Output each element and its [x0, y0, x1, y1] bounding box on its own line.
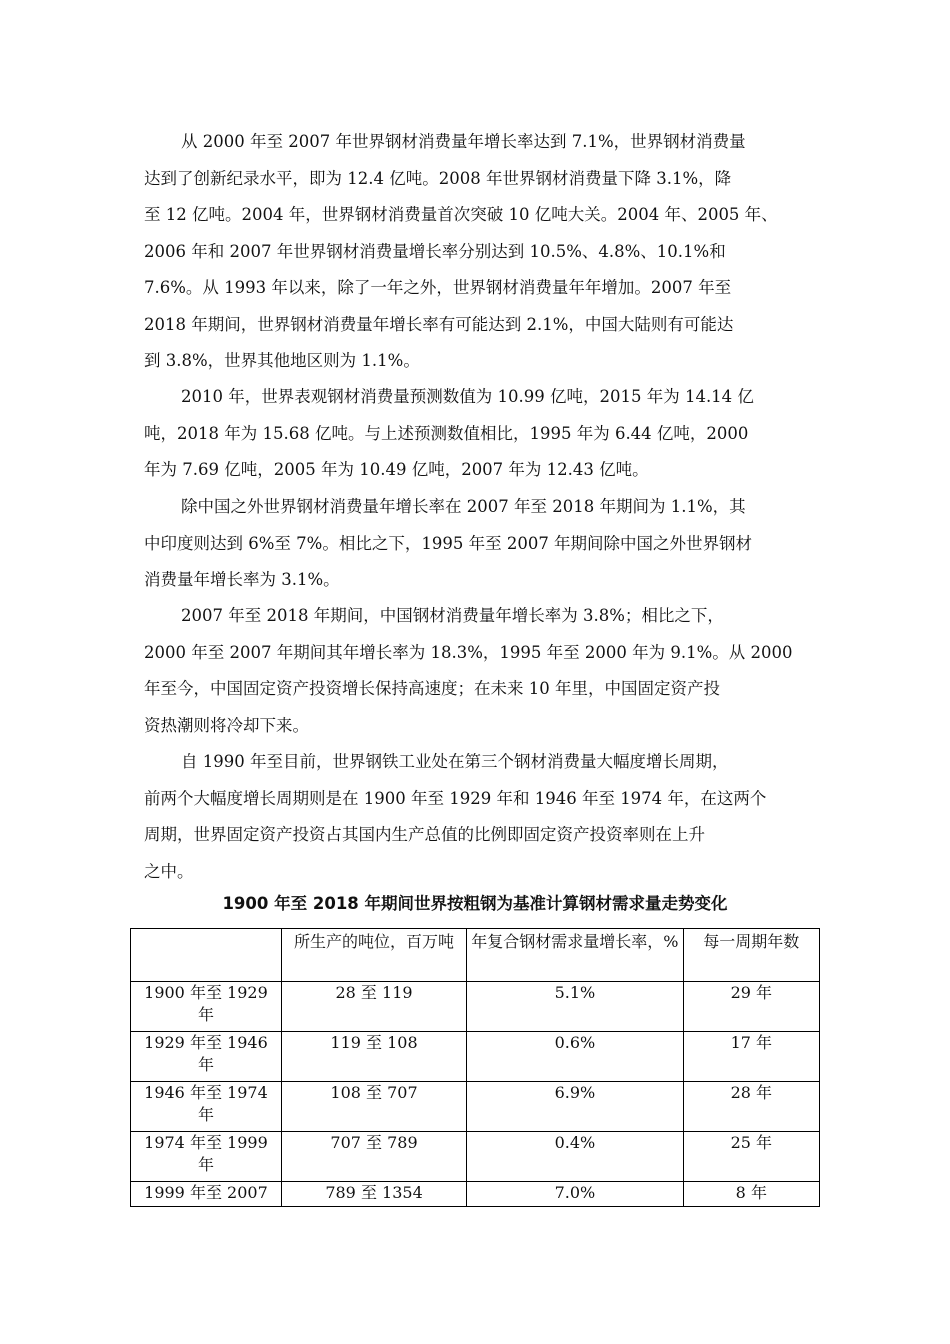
cycle-years-cell: 17 年	[683, 1032, 819, 1082]
tonnage-cell: 119 至 108	[281, 1032, 466, 1082]
text-line: 7.6%。从 1993 年以来，除了一年之外，世界钢材消费量年年增加。2007 年至	[144, 278, 732, 297]
text-line: 资热潮则将冷却下来。	[144, 715, 309, 735]
text-line: 2007 年至 2018 年期间，中国钢材消费量年增长率为 3.8%；相比之下，	[181, 606, 724, 625]
text-line: 年至今，中国固定资产投资增长保持高速度；在未来 10 年里，中国固定资产投	[144, 679, 720, 698]
text-line: 周期，世界固定资产投资占其国内生产总值的比例即固定资产投资率则在上升	[144, 825, 705, 844]
table-row	[131, 1182, 820, 1207]
cycle-years-cell: 25 年	[683, 1132, 819, 1182]
steel-demand-table	[130, 928, 820, 1207]
text-line: 除中国之外世界钢材消费量年增长率在 2007 年至 2018 年期间为 1.1%，其	[181, 497, 746, 516]
period-cell: 1974 年至 1999 年	[131, 1132, 282, 1182]
growth-rate-cell: 7.0%	[467, 1182, 683, 1207]
text-line: 自 1990 年至目前，世界钢铁工业处在第三个钢材消费量大幅度增长周期，	[181, 752, 729, 771]
period-cell: 1946 年至 1974 年	[131, 1082, 282, 1132]
table-header-row	[131, 929, 820, 982]
paragraph-5	[144, 744, 812, 890]
text-line: 年为 7.69 亿吨，2005 年为 10.49 亿吨，2007 年为 12.43 亿吨。	[144, 460, 649, 479]
tonnage-cell: 28 至 119	[281, 982, 466, 1032]
text-line: 之中。	[144, 861, 194, 881]
period-cell: 1929 年至 1946 年	[131, 1032, 282, 1082]
cycle-years-cell: 29 年	[683, 982, 819, 1032]
growth-rate-cell: 0.4%	[467, 1132, 683, 1182]
text-line: 2000 年至 2007 年期间其年增长率为 18.3%，1995 年至 2000 年为 9.1%。从 2000	[144, 642, 793, 662]
text-line: 从 2000 年至 2007 年世界钢材消费量年增长率达到 7.1%，世界钢材消费量	[181, 132, 746, 151]
text-line: 吨，2018 年为 15.68 亿吨。与上述预测数值相比，1995 年为 6.44 亿吨，2000	[144, 423, 749, 443]
text-line: 达到了创新纪录水平，即为 12.4 亿吨。2008 年世界钢材消费量下降 3.1%，降	[144, 168, 732, 188]
paragraph-2	[144, 379, 812, 489]
period-cell: 1999 年至 2007	[131, 1182, 282, 1207]
table-title: 1900 年至 2018 年期间世界按粗钢为基准计算钢材需求量走势变化	[222, 894, 728, 913]
growth-rate-cell: 6.9%	[467, 1082, 683, 1132]
tonnage-cell: 789 至 1354	[281, 1182, 466, 1207]
tonnage-cell: 108 至 707	[281, 1082, 466, 1132]
text-line: 至 12 亿吨。2004 年，世界钢材消费量首次突破 10 亿吨大关。2004 年、2005 年、	[144, 205, 778, 224]
paragraph-4	[144, 598, 812, 744]
cycle-years-cell: 28 年	[683, 1082, 819, 1132]
table-row	[131, 1082, 820, 1132]
text-line: 2018 年期间，世界钢材消费量年增长率有可能达到 2.1%，中国大陆则有可能达	[144, 314, 734, 334]
table-row	[131, 982, 820, 1032]
cycle-years-cell: 8 年	[683, 1182, 819, 1207]
header-cell-growth-rate: 年复合钢材需求量增长率，%	[467, 929, 683, 982]
text-line: 中印度则达到 6%至 7%。相比之下，1995 年至 2007 年期间除中国之外世界钢材	[144, 533, 753, 553]
tonnage-cell: 707 至 789	[281, 1132, 466, 1182]
growth-rate-cell: 5.1%	[467, 982, 683, 1032]
paragraph-3	[144, 489, 812, 599]
paragraph-1	[144, 124, 812, 380]
text-line: 2010 年，世界表观钢材消费量预测数值为 10.99 亿吨，2015 年为 14.14 亿	[181, 387, 754, 406]
period-cell: 1900 年至 1929 年	[131, 982, 282, 1032]
table-row	[131, 1032, 820, 1082]
growth-rate-cell: 0.6%	[467, 1032, 683, 1082]
header-cell-cycle-years: 每一周期年数	[683, 929, 819, 982]
header-cell-tonnage: 所生产的吨位，百万吨	[281, 929, 466, 982]
text-line: 到 3.8%，世界其他地区则为 1.1%。	[144, 351, 420, 370]
header-cell-period	[131, 929, 282, 982]
table-row	[131, 1132, 820, 1182]
text-line: 消费量年增长率为 3.1%。	[144, 570, 340, 589]
text-line: 前两个大幅度增长周期则是在 1900 年至 1929 年和 1946 年至 1974 年，在这两个	[144, 788, 767, 808]
text-line: 2006 年和 2007 年世界钢材消费量增长率分别达到 10.5%、4.8%、10.1%和	[144, 241, 726, 261]
